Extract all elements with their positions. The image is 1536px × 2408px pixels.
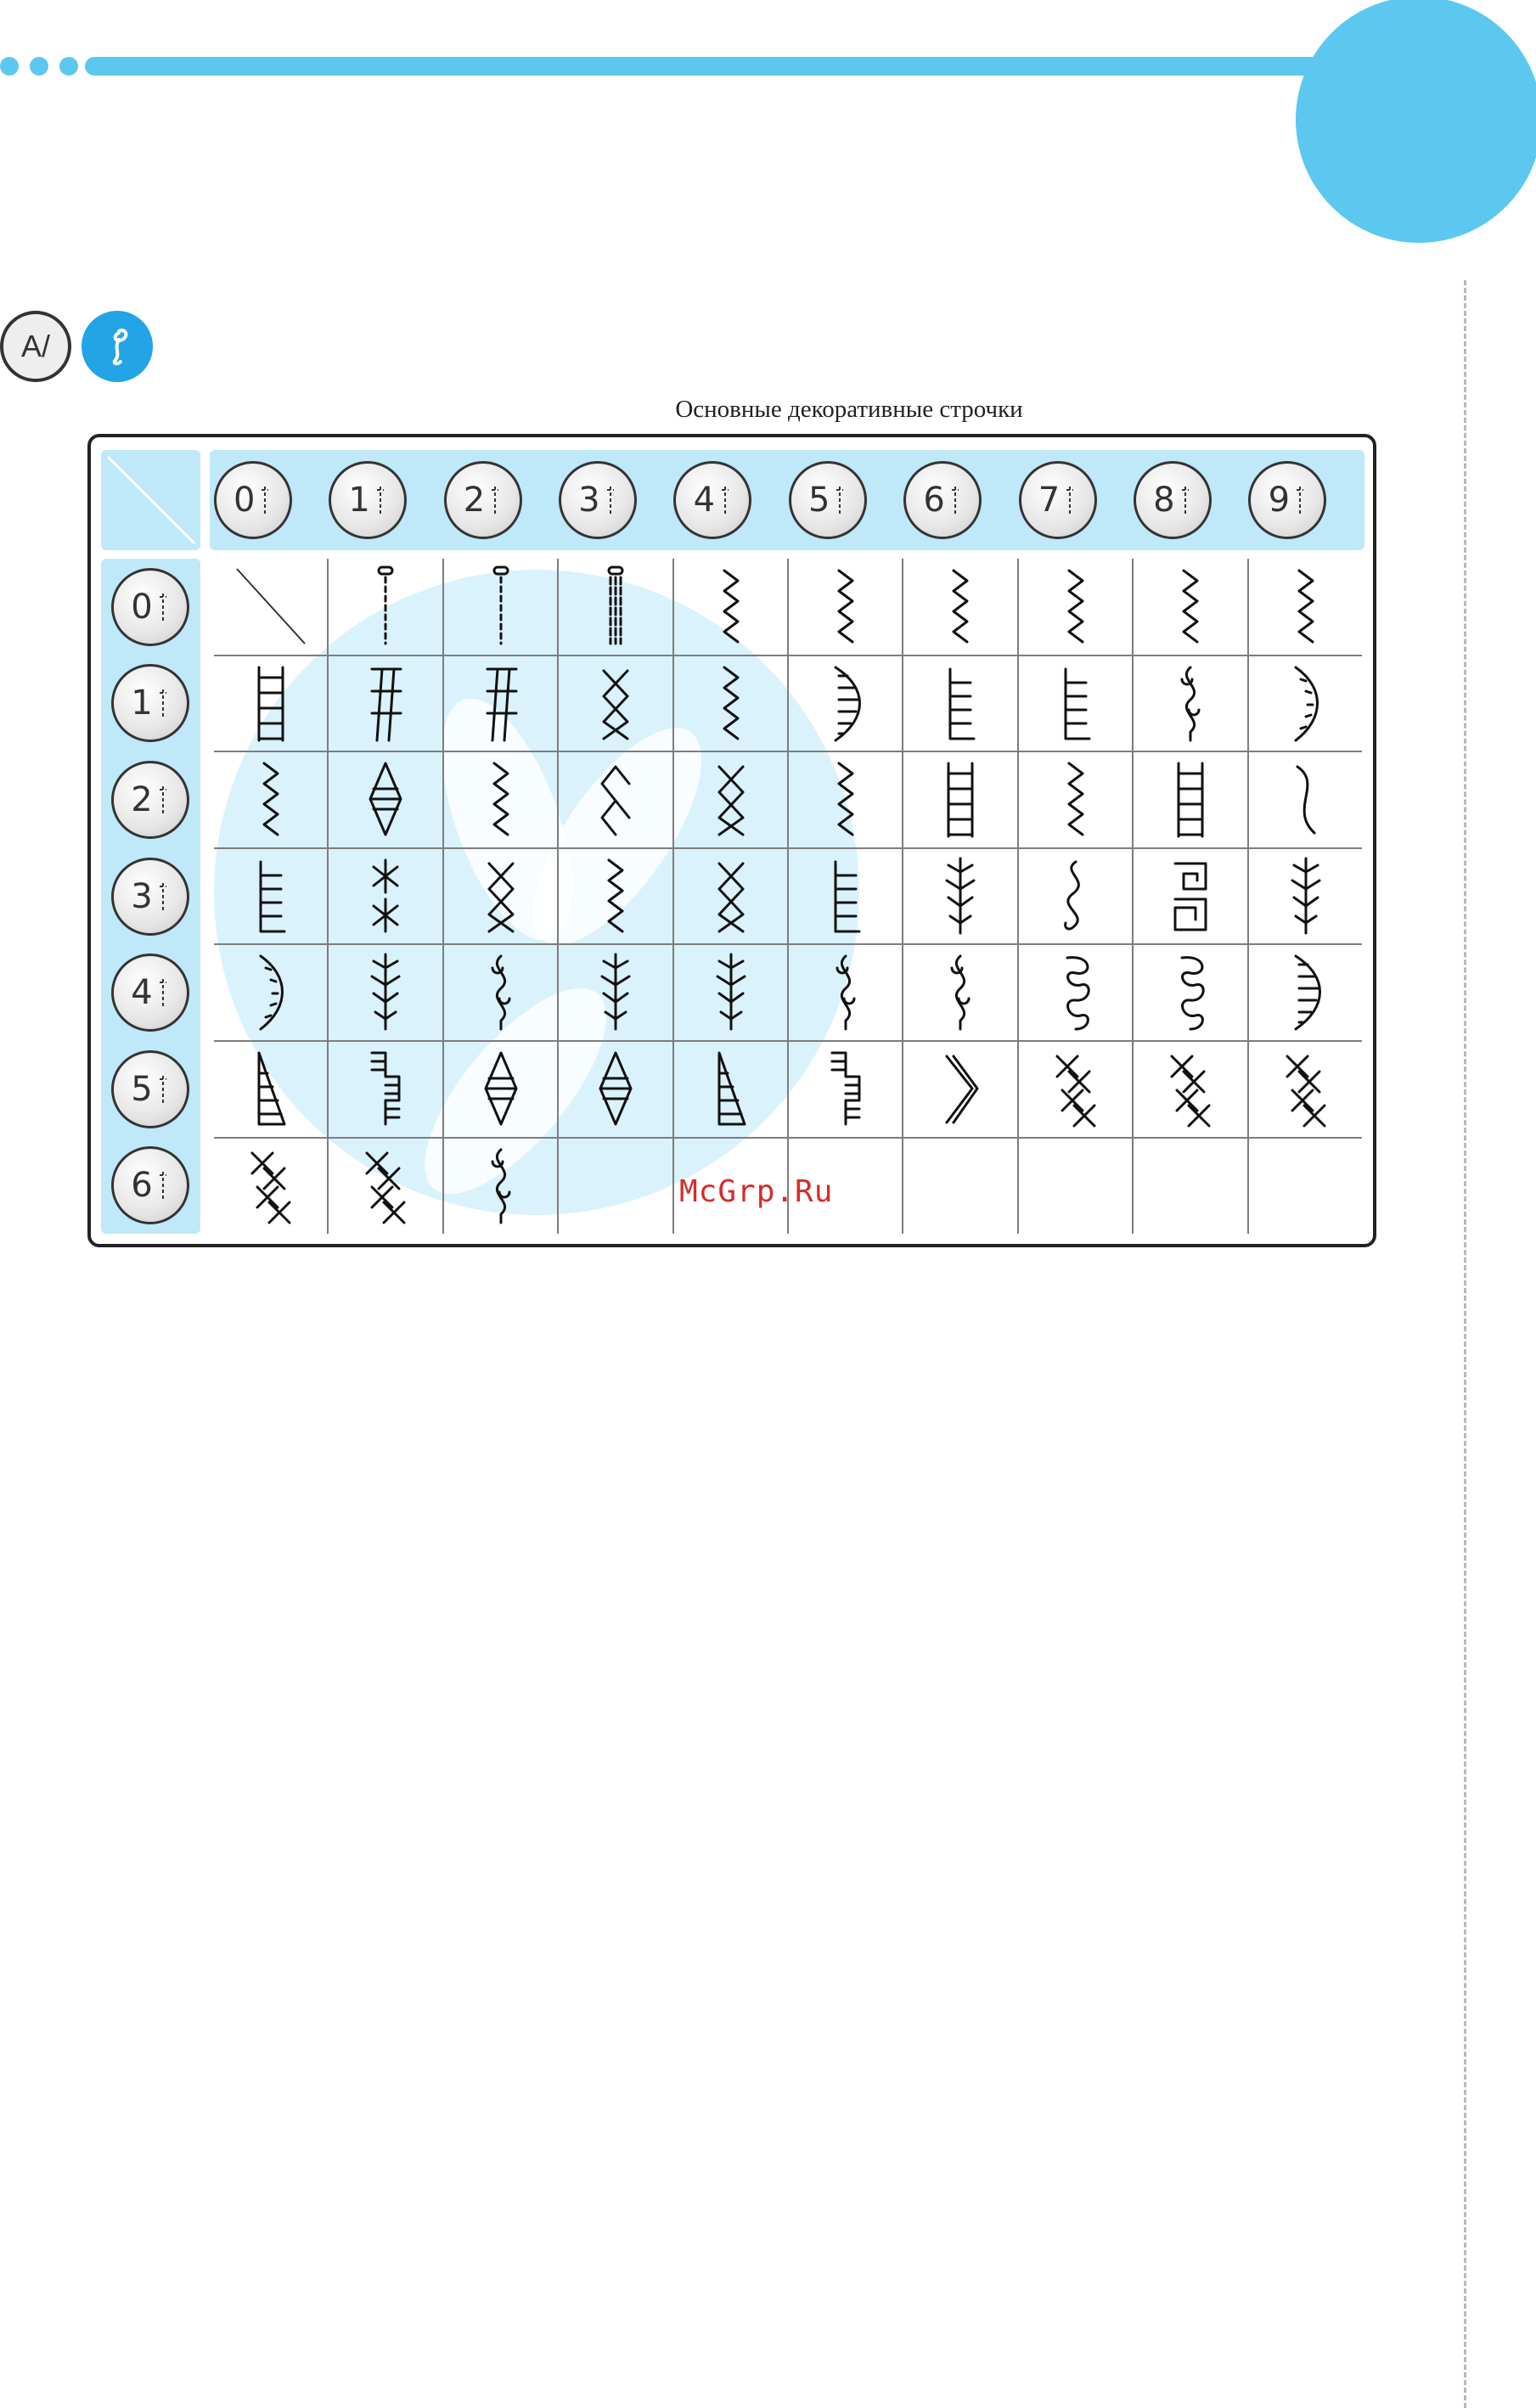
leaf-stitch-icon [590,951,641,1032]
stitch-cell-5-8 [1134,1041,1247,1136]
triple-straight-stitch-icon [590,565,641,647]
header-circle [1296,0,1536,243]
scallop-fill-stitch-icon [1280,951,1331,1032]
cross-stitch-icon [590,662,641,744]
diamond-stitch-icon [360,758,411,840]
loops-stitch-icon [1165,951,1216,1032]
ornament-stitch-icon [475,951,526,1032]
stitch-cell-2-5 [789,751,903,847]
stitch-cell-1-5 [789,655,903,751]
button-digit: 1 [131,684,153,723]
stitch-cell-0-9 [1249,559,1363,654]
diamond-stitch-icon [475,1048,526,1129]
stitch-glyph-icon [156,1170,170,1201]
zigzag-stitch-icon [475,758,526,840]
alphabet-mode-label: A/ [20,329,50,363]
row-button-1[interactable] [111,664,189,742]
corner-cell [101,450,200,550]
row-button-2[interactable] [111,761,189,839]
arrow-stitch-icon [590,758,641,840]
stitch-cell-0-2 [444,559,558,654]
stitch-glyph-icon [948,485,962,515]
stitch-cell-2-0 [214,751,328,847]
leaf-stitch-icon [360,951,411,1032]
stitch-cell-1-7 [1019,655,1133,751]
button-digit: 8 [1153,481,1175,520]
stitch-cell-4-2 [444,944,558,1039]
ornament-stitch-icon [935,951,986,1032]
button-digit: 3 [578,481,600,520]
stitch-cell-5-9 [1249,1041,1363,1136]
stitch-cell-4-4 [674,944,788,1039]
button-digit: 5 [807,481,830,520]
stitch-cell-0-4 [674,559,788,654]
stitch-cell-1-6 [903,655,1017,751]
straight-stitch-icon [475,565,526,647]
stitch-cell-0-7 [1019,559,1133,654]
zigzag-stitch-icon [706,662,757,744]
stitch-cell-5-0 [214,1041,328,1136]
zigzag-stitch-icon [1050,565,1101,647]
loops-stitch-icon [1050,951,1101,1032]
button-digit: 0 [131,587,153,627]
ornament-stitch-icon [820,951,871,1032]
alphabet-stitch-icon [0,311,71,382]
column-button-7[interactable] [1019,461,1097,539]
stitch-cell-3-3 [559,848,672,943]
stitch-glyph-icon [258,485,272,515]
column-button-2[interactable] [444,461,522,539]
stitch-cell-2-3 [559,751,672,847]
row-button-6[interactable] [111,1146,189,1224]
button-digit: 6 [131,1166,153,1206]
zigzag-stitch-icon [1165,565,1216,647]
stitch-cell-3-4 [674,848,788,943]
comb-stitch-icon [245,855,296,937]
stitch-cell-5-5 [789,1041,903,1136]
ornament-stitch-icon [475,1145,526,1226]
column-button-0[interactable] [214,461,292,539]
stitch-cell-3-1 [329,848,442,943]
decorative-stitch-icon [82,311,153,382]
stitch-glyph-icon [156,688,170,718]
stitch-glyph-icon [833,485,847,515]
deco-dot [30,57,48,76]
deco-dot [59,57,78,76]
stitch-cell-0-8 [1134,559,1247,654]
scallop-stitch-icon [245,951,296,1032]
page-margin-line [1464,280,1466,2408]
diagonal-stitch-icon [360,662,411,744]
stitch-cell-0-3 [559,559,672,654]
stitch-cell-3-5 [789,848,903,943]
stitch-cell-2-7 [1019,751,1133,847]
zigzag-stitch-icon [820,565,871,647]
stitch-cell-3-2 [444,848,558,943]
zigzag-stitch-icon [245,758,296,840]
column-button-8[interactable] [1134,461,1212,539]
deco-dot [0,57,19,76]
scallop-stitch-icon [1280,662,1331,744]
zigzag-stitch-icon [935,565,986,647]
stitch-cell-4-8 [1134,944,1247,1039]
stitch-cell-3-9 [1249,848,1363,943]
button-digit: 2 [131,780,153,819]
stitch-glyph-icon [156,977,170,1008]
diagonal-stitch-icon [475,662,526,744]
stitch-table [87,434,1376,1247]
cross-stitch-stitch-icon [360,1145,411,1226]
greek-key-stitch-icon [1165,855,1216,937]
stitch-cell-1-1 [329,655,442,751]
cross-stitch-stitch-icon [245,1145,296,1226]
stitch-cell-5-3 [559,1041,672,1136]
button-digit: 2 [463,481,486,520]
cross-stitch-stitch-icon [1050,1048,1101,1129]
stitch-glyph-icon [488,485,502,515]
button-digit: 3 [131,876,153,916]
stitch-cell-1-3 [559,655,672,751]
zigzag-stitch-icon [1280,565,1331,647]
column-button-1[interactable] [329,461,407,539]
stitch-cell-5-7 [1019,1041,1133,1136]
stitch-cell-4-3 [559,944,672,1039]
stitch-glyph-icon [604,485,617,515]
column-button-6[interactable] [903,461,982,539]
leaf-stitch-icon [1280,855,1331,937]
stitch-glyph-icon [1063,485,1077,515]
button-digit: 9 [1268,481,1291,520]
star-stitch-icon [360,855,411,937]
stitch-cell-4-0 [214,944,328,1039]
stitch-cell-1-8 [1134,655,1247,751]
watermark-text: McGrp.Ru [679,1174,834,1209]
button-digit: 0 [233,481,256,520]
cross-stitch-stitch-icon [1165,1048,1216,1129]
leaf-stitch-icon [706,951,757,1032]
ladder-stitch-icon [245,662,296,744]
row-button-0[interactable] [111,568,189,646]
stitch-cell-4-1 [329,944,442,1039]
stitch-cell-6-1 [329,1138,442,1233]
stitch-glyph-icon [1179,485,1192,515]
straight-stitch-icon [360,565,411,647]
leaf-stitch-icon [935,855,986,937]
ornament-stitch-icon [1165,662,1216,744]
button-digit: 7 [1038,481,1061,520]
stitch-glyph-icon [156,785,170,815]
column-button-4[interactable] [673,461,751,539]
stitch-cell-0-5 [789,559,903,654]
stitch-cell-4-7 [1019,944,1133,1039]
button-digit: 4 [131,973,153,1013]
comb-stitch-icon [1050,662,1101,744]
cross-stitch-icon [706,855,757,937]
comb-stitch-icon [820,855,871,937]
column-button-3[interactable] [559,461,637,539]
stitch-cell-4-5 [789,944,903,1039]
stitch-cell-0-1 [329,559,442,654]
stitch-cell-2-9 [1249,751,1363,847]
stitch-cell-4-9 [1249,944,1363,1039]
stitch-cell-2-2 [444,751,558,847]
stitch-cell-6-2 [444,1138,558,1233]
diamond-stitch-icon [590,1048,641,1129]
stitch-glyph-icon [718,485,732,515]
column-button-5[interactable] [789,461,867,539]
stitch-cell-4-6 [903,944,1017,1039]
stitch-cell-3-8 [1134,848,1247,943]
ladder-stitch-icon [1165,758,1216,840]
zigzag-stitch-icon [590,855,641,937]
stitch-cell-3-0 [214,848,328,943]
scallop-fill-stitch-icon [820,662,871,744]
stitch-glyph-icon [1293,485,1307,515]
stitch-cell-0-6 [903,559,1017,654]
cross-stitch-icon [475,855,526,937]
stitch-glyph-icon [156,1074,170,1105]
triangle-stitch-icon [245,1048,296,1129]
stitch-cell-3-6 [903,848,1017,943]
stitch-cell-0-0 [214,559,328,654]
cross-stitch-stitch-icon [1280,1048,1331,1129]
curl-stitch-icon [1050,855,1101,937]
none-stitch-icon [245,565,296,647]
stitch-cell-5-1 [329,1041,442,1136]
stitch-glyph-icon [156,592,170,622]
stitch-cell-5-4 [674,1041,788,1136]
stitch-glyph-icon [156,881,170,912]
stitch-glyph-icon [374,485,387,515]
button-digit: 4 [693,481,716,520]
column-button-9[interactable] [1248,461,1326,539]
header-bar [85,57,1342,76]
stitch-cell-5-6 [903,1041,1017,1136]
stitch-cell-1-4 [674,655,788,751]
stitch-cell-2-1 [329,751,442,847]
stitch-cell-1-0 [214,655,328,751]
stitch-cell-2-6 [903,751,1017,847]
steps-stitch-icon [820,1048,871,1129]
cross-stitch-icon [706,758,757,840]
row-button-4[interactable] [111,954,189,1032]
comb-stitch-icon [935,662,986,744]
stitch-cell-6-0 [214,1138,328,1233]
stitch-cell-2-8 [1134,751,1247,847]
ladder-stitch-icon [935,758,986,840]
button-digit: 1 [348,481,370,520]
triangle-stitch-icon [706,1048,757,1129]
table-title: Основные декоративные строчки [675,396,1023,423]
stitch-cell-1-2 [444,655,558,751]
wave-stitch-icon [1280,758,1331,840]
row-button-3[interactable] [111,858,189,936]
stitch-cell-5-2 [444,1041,558,1136]
steps-stitch-icon [360,1048,411,1129]
stitch-cell-2-4 [674,751,788,847]
button-digit: 5 [131,1069,153,1109]
zigzag-stitch-icon [706,565,757,647]
zigzag-stitch-icon [1050,758,1101,840]
row-button-5[interactable] [111,1050,189,1128]
chevron-stitch-icon [935,1048,986,1129]
stitch-cell-3-7 [1019,848,1133,943]
zigzag-stitch-icon [820,758,871,840]
button-digit: 6 [923,481,945,520]
stitch-cell-1-9 [1249,655,1363,751]
